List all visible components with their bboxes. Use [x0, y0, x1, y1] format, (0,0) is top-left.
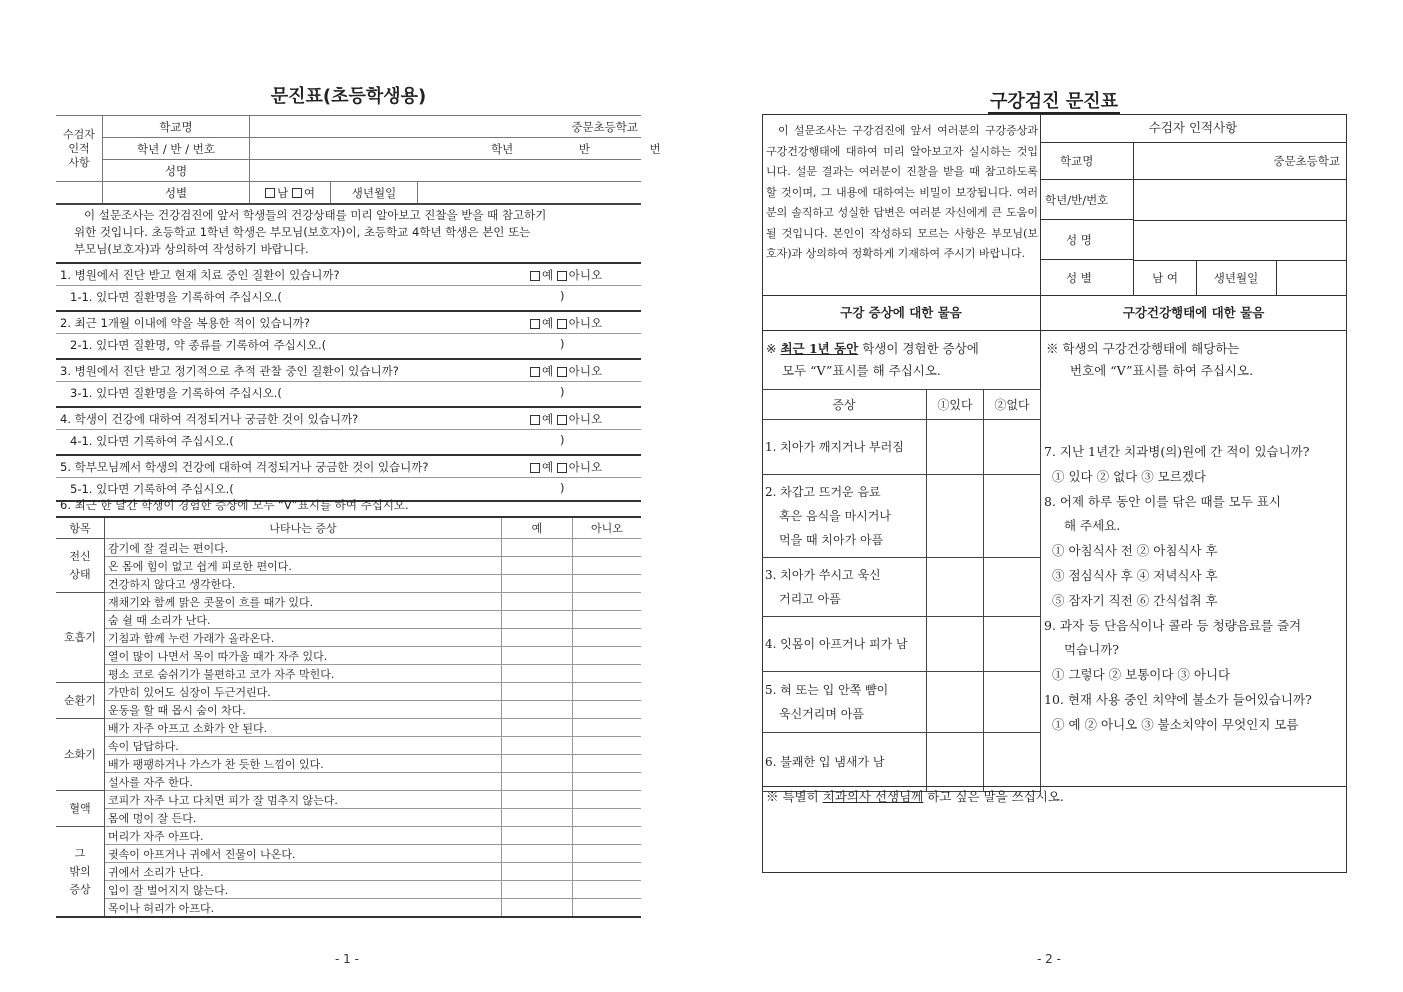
oral-symptom-row — [762, 475, 1041, 558]
name-field[interactable] — [1134, 220, 1346, 261]
info-group-label: 수검자 인적 사항 — [56, 116, 103, 182]
symptom-no-cell[interactable] — [573, 773, 642, 791]
behavior-options[interactable]: ① 예 ② 아니오 ③ 불소치약이 무엇인지 모름 — [1052, 716, 1299, 732]
symptom-no-cell[interactable] — [573, 863, 642, 881]
symptom-no-cell[interactable] — [573, 539, 642, 557]
gender-label: 성별 — [103, 182, 250, 205]
grade-label: 학년/반/번호 — [1040, 180, 1134, 220]
birth-label: 생년월일 — [1196, 260, 1277, 296]
checkbox-yes[interactable] — [530, 319, 540, 329]
oral-symptom-text — [762, 617, 927, 672]
symptom-row — [56, 575, 641, 593]
symptom-row — [56, 755, 641, 773]
symptom-yes-cell[interactable] — [502, 863, 573, 881]
symptom-row — [56, 683, 641, 701]
oral-symptom-text — [762, 475, 927, 558]
oral-symptom-row — [762, 733, 1041, 792]
behavior-question: 7. 지난 1년간 치과병(의)원에 간 적이 있습니까? — [1044, 444, 1310, 459]
symptom-yes-cell[interactable] — [502, 773, 573, 791]
symptom-no-cell[interactable] — [573, 845, 642, 863]
symptom-text: 건강하지 않다고 생각한다. — [105, 575, 502, 593]
symptom-no-cell[interactable] — [573, 557, 642, 575]
symptom-row — [56, 701, 641, 719]
yes-no-options[interactable]: 예 아니오 — [530, 363, 602, 379]
checkbox-no[interactable] — [557, 415, 567, 425]
symptom-text: 귓속이 아프거나 귀에서 진물이 나온다. — [105, 845, 502, 863]
oral-no-cell[interactable] — [984, 733, 1041, 792]
behavior-question: 10. 현재 사용 중인 치약에 불소가 들어있습니까? — [1044, 691, 1312, 707]
symptom-yes-cell[interactable] — [502, 557, 573, 575]
school-value: 중문초등학교 — [1134, 142, 1346, 180]
symptom-text: 열이 많이 나면서 목이 따가울 때가 자주 있다. — [105, 647, 502, 665]
grade-field[interactable] — [250, 138, 661, 160]
oral-no-cell[interactable] — [984, 617, 1041, 672]
sub-question-text[interactable]: 3-1. 있다면 질환명을 기록하여 주십시오.( — [70, 386, 282, 400]
oral-symptom-line: 5. 혀 또는 입 안쪽 뺨이 — [765, 683, 889, 697]
oral-symptom-row — [762, 672, 1041, 733]
oral-symptom-line: 1. 치아가 깨지거나 부러짐 — [765, 440, 904, 454]
symptom-no-cell[interactable] — [573, 737, 642, 755]
symptom-row — [56, 629, 641, 647]
symptom-text: 기침과 함께 누런 가래가 올라온다. — [105, 629, 502, 647]
symptom-text: 설사를 자주 한다. — [105, 773, 502, 791]
question-text: 3. 병원에서 진단 받고 정기적으로 추적 관찰 중인 질환이 있습니까? — [60, 364, 399, 378]
symptom-yes-cell[interactable] — [502, 809, 573, 827]
page2-intro: 이 설문조사는 구강검진에 앞서 여러분의 구강증상과 구강건강행태에 대하여 미리 알아보고자 실시하는 것입니다. 설문 결과는 여러분이 진찰을 받을 때 참고하도록 할 것이며, 그 내용에 대하여는 비밀이 보장됩니다. 여러분의 솔직하고 성실한 답변은 여러분 자신에게 큰 도움이 될 것입니다. 본인이 작성하되 모르는 사항은 부모님(보호자)과 상의하여 정확하게 기재하여 주시기 바랍니다. — [766, 124, 1038, 260]
sub-question-text[interactable]: 1-1. 있다면 질환명을 기록하여 주십시오.( — [70, 290, 282, 304]
symptom-table — [56, 516, 641, 918]
symptom-row — [56, 719, 641, 737]
oral-symptom-text — [762, 420, 927, 475]
symptom-row — [56, 539, 641, 557]
oral-symptom-line: 6. 불쾌한 입 냄새가 남 — [765, 755, 885, 769]
symptom-text: 감기에 잘 걸리는 편이다. — [105, 539, 502, 557]
class-unit: 반 — [578, 141, 590, 156]
symptom-text: 몸에 멍이 잘 든다. — [105, 809, 502, 827]
symptom-row — [56, 665, 641, 683]
oral-yes-cell[interactable] — [927, 617, 984, 672]
symptom-row — [56, 809, 641, 827]
oral-symptom-row — [762, 558, 1041, 617]
grade-unit: 학년 — [491, 141, 514, 156]
left-note-emphasis: 최근 1년 동안 — [780, 341, 859, 356]
page2-title-text: 구강검진 문진표 — [990, 91, 1118, 112]
symptom-yes-cell[interactable] — [502, 719, 573, 737]
symptom-row — [56, 593, 641, 611]
symptom-no-cell[interactable] — [573, 809, 642, 827]
checkbox-no[interactable] — [557, 463, 567, 473]
symptom-no-cell[interactable] — [573, 575, 642, 593]
symptom-row — [56, 737, 641, 755]
name-field[interactable] — [250, 160, 642, 182]
symptom-text: 머리가 자주 아프다. — [105, 827, 502, 845]
symptom-yes-cell[interactable] — [502, 845, 573, 863]
right-section-header: 구강건강행태에 대한 물음 — [1122, 305, 1265, 320]
symptom-yes-cell[interactable] — [502, 791, 573, 809]
yes-no-options[interactable]: 예 아니오 — [530, 411, 602, 427]
symptom-no-cell[interactable] — [573, 665, 642, 683]
checkbox-female[interactable] — [292, 188, 302, 198]
question-block: 4. 학생이 건강에 대하여 걱정되거나 궁금한 것이 있습니까? 예 아니오 4-1. 있다면 기록하여 주십시오.( ) — [56, 406, 641, 454]
female-label: 여 — [303, 185, 315, 200]
page1-questions — [56, 262, 641, 502]
oral-yes-cell[interactable] — [927, 475, 984, 558]
yes-no-options[interactable]: 예 아니오 — [530, 459, 602, 475]
behavior-options[interactable]: ⑤ 잠자기 직전 ⑥ 간식섭취 후 — [1052, 592, 1218, 608]
oral-symptom-text — [762, 672, 927, 733]
behavior-options[interactable]: ③ 점심식사 후 ④ 저녁식사 후 — [1052, 567, 1218, 583]
info-header: 수검자 인적사항 — [1040, 114, 1346, 143]
symptom-text: 평소 코로 숨쉬기가 불편하고 코가 자주 막힌다. — [105, 665, 502, 683]
question-block: 2. 최근 1개월 이내에 약을 복용한 적이 있습니까? 예 아니오 2-1. 있다면 질환명, 약 종류를 기록하여 주십시오.( ) — [56, 310, 641, 358]
header-no: 아니오 — [573, 517, 642, 539]
question-text: 2. 최근 1개월 이내에 약을 복용한 적이 있습니까? — [60, 316, 310, 330]
gender-label: 성 별 — [1040, 260, 1134, 296]
question-block: 1. 병원에서 진단 받고 현재 치료 중인 질환이 있습니까? 예 아니오 1-1. 있다면 질환명을 기록하여 주십시오.( ) — [56, 262, 641, 310]
symptom-text: 귀에서 소리가 난다. — [105, 863, 502, 881]
question-text: 4. 학생이 건강에 대하여 걱정되거나 궁금한 것이 있습니까? — [60, 412, 359, 426]
checkbox-no[interactable] — [557, 319, 567, 329]
oral-symptom-line: 혹은 음식을 마시거나 — [779, 509, 891, 523]
right-note: ※ 학생의 구강건강행태에 해당하는 번호에 “V”표시를 하여 주십시오. — [1046, 341, 1254, 378]
checkbox-yes[interactable] — [530, 463, 540, 473]
symptom-row — [56, 557, 641, 575]
oral-symptom-line: 4. 잇몸이 아프거나 피가 남 — [765, 637, 908, 651]
symptom-text: 입이 잘 벌어지지 않는다. — [105, 881, 502, 899]
category-label: 혈액 — [56, 791, 105, 827]
footer-comment-area[interactable] — [766, 806, 1342, 866]
symptom-yes-cell[interactable] — [502, 575, 573, 593]
behavior-questions — [1044, 440, 1344, 738]
symptom-yes-cell[interactable] — [502, 683, 573, 701]
number-unit: 번 — [649, 141, 661, 156]
symptom-yes-cell[interactable] — [502, 647, 573, 665]
symptom-row — [56, 647, 641, 665]
header-symptom: 나타나는 증상 — [105, 517, 502, 539]
left-section-header: 구강 증상에 대한 물음 — [840, 305, 962, 320]
oral-symptom-table — [762, 389, 1041, 792]
birth-label: 생년월일 — [331, 182, 418, 205]
symptom-text: 숨 쉴 때 소리가 난다. — [105, 611, 502, 629]
oral-symptom-line: 욱신거리며 아픔 — [779, 707, 864, 721]
oral-yes-cell[interactable] — [927, 733, 984, 792]
question-text: 5. 학부모님께서 학생의 건강에 대하여 걱정되거나 궁금한 것이 있습니까? — [60, 460, 429, 474]
checkbox-no[interactable] — [557, 367, 567, 377]
symptom-text: 가만히 있어도 심장이 두근거린다. — [105, 683, 502, 701]
footer-emphasis: 치과의사 선생님께 — [822, 789, 924, 804]
oral-header-yes: ①있다 — [927, 390, 984, 420]
oral-symptom-text — [762, 558, 927, 617]
sub-question-text[interactable]: 4-1. 있다면 기록하여 주십시오.( — [70, 434, 234, 448]
oral-symptom-line: 3. 치아가 쑤시고 욱신 — [765, 568, 881, 582]
symptom-row — [56, 773, 641, 791]
birth-field[interactable] — [418, 182, 642, 205]
checkbox-yes[interactable] — [530, 415, 540, 425]
behavior-options[interactable]: ① 아침식사 전 ② 아침식사 후 — [1052, 543, 1218, 559]
oral-yes-cell[interactable] — [927, 558, 984, 617]
oral-yes-cell[interactable] — [927, 672, 984, 733]
symptom-row — [56, 863, 641, 881]
sub-question-text[interactable]: 2-1. 있다면 질환명, 약 종류를 기록하여 주십시오.( — [70, 338, 327, 352]
behavior-question: 8. 어제 하루 동안 이를 닦은 때를 모두 표시 — [1044, 493, 1281, 509]
behavior-options[interactable]: 해 주세요. — [1064, 518, 1121, 534]
symptom-no-cell[interactable] — [573, 827, 642, 845]
symptom-row — [56, 791, 641, 809]
symptom-yes-cell[interactable] — [502, 881, 573, 899]
category-label: 그 밖의 증상 — [56, 827, 105, 918]
oral-symptom-text — [762, 733, 927, 792]
oral-symptom-row — [762, 420, 1041, 475]
symptom-no-cell[interactable] — [573, 683, 642, 701]
symptom-text: 코피가 자주 나고 다치면 피가 잘 멈추지 않는다. — [105, 791, 502, 809]
symptom-text: 속이 답답하다. — [105, 737, 502, 755]
grade-label: 학년 / 반 / 번호 — [103, 138, 250, 160]
page1-info-table — [56, 115, 661, 205]
symptom-no-cell[interactable] — [573, 881, 642, 899]
symptom-no-cell[interactable] — [573, 899, 642, 918]
page2-number: - 2 - — [1037, 952, 1061, 966]
symptom-row — [56, 827, 641, 845]
oral-symptom-row — [762, 617, 1041, 672]
oral-symptom-line: 2. 차갑고 뜨거운 음료 — [765, 485, 881, 499]
question-6: 6. 최근 한 달간 학생이 경험한 증상에 모두 “V”표시를 하여 주십시오. — [60, 498, 409, 512]
behavior-options[interactable]: ① 그렇다 ② 보통이다 ③ 아니다 — [1052, 667, 1231, 683]
symptom-no-cell[interactable] — [573, 629, 642, 647]
intro-line: 위한 것입니다. 초등학교 1학년 학생은 부모님(보호자)이, 초등학교 4학년 학생은 본인 또는 — [74, 225, 531, 239]
header-yes: 예 — [502, 517, 573, 539]
name-label: 성명 — [103, 160, 250, 182]
symptom-yes-cell[interactable] — [502, 827, 573, 845]
symptom-no-cell[interactable] — [573, 647, 642, 665]
behavior-question: 9. 과자 등 단음식이나 콜라 등 청량음료를 즐겨 — [1044, 617, 1302, 633]
page1-title: 문진표(초등학생용) — [270, 86, 427, 107]
symptom-no-cell[interactable] — [573, 701, 642, 719]
yes-no-options[interactable]: 예 아니오 — [530, 315, 602, 331]
symptom-yes-cell[interactable] — [502, 665, 573, 683]
sub-question-text[interactable]: 5-1. 있다면 기록하여 주십시오.( — [70, 482, 234, 496]
symptom-text: 온 몸에 힘이 없고 쉽게 피로한 편이다. — [105, 557, 502, 575]
symptom-text: 운동을 할 때 몹시 숨이 차다. — [105, 701, 502, 719]
symptom-yes-cell[interactable] — [502, 701, 573, 719]
symptom-text: 배가 팽팽하거나 가스가 찬 듯한 느낌이 있다. — [105, 755, 502, 773]
left-note: ※ 최근 1년 동안 학생이 경험한 증상에 모두 “V”표시를 해 주십시오. — [766, 341, 979, 378]
question-text: 1. 병원에서 진단 받고 현재 치료 중인 질환이 있습니까? — [60, 268, 340, 282]
question-block: 5. 학부모님께서 학생의 건강에 대하여 걱정되거나 궁금한 것이 있습니까? 예 아니오 5-1. 있다면 기록하여 주십시오.( ) — [56, 454, 641, 502]
grade-field[interactable] — [1134, 180, 1346, 221]
oral-no-cell[interactable] — [984, 558, 1041, 617]
footer-note: ※ 특별히 치과의사 선생님께 하고 싶은 말을 쓰십시오. — [766, 789, 1064, 804]
symptom-yes-cell[interactable] — [502, 593, 573, 611]
category-label: 순환기 — [56, 683, 105, 719]
page1-intro — [56, 207, 641, 258]
header-category: 항목 — [56, 517, 105, 539]
symptom-row — [56, 845, 641, 863]
oral-symptom-line: 먹을 때 치아가 아픔 — [779, 533, 884, 547]
symptom-text: 재채기와 함께 맑은 콧물이 흐를 때가 있다. — [105, 593, 502, 611]
oral-no-cell[interactable] — [984, 672, 1041, 733]
symptom-yes-cell[interactable] — [502, 629, 573, 647]
intro-line: 부모님(보호자)과 상의하여 작성하기 바랍니다. — [74, 242, 309, 256]
yes-no-options[interactable]: 예 아니오 — [530, 267, 602, 283]
oral-yes-cell[interactable] — [927, 420, 984, 475]
symptom-yes-cell[interactable] — [502, 737, 573, 755]
symptom-no-cell[interactable] — [573, 755, 642, 773]
checkbox-yes[interactable] — [530, 271, 540, 281]
page1-number: - 1 - — [335, 952, 359, 966]
symptom-no-cell[interactable] — [573, 791, 642, 809]
checkbox-yes[interactable] — [530, 367, 540, 377]
symptom-text: 목이나 허리가 아프다. — [105, 899, 502, 918]
behavior-options[interactable]: 먹습니까? — [1064, 642, 1120, 658]
name-label: 성 명 — [1040, 220, 1134, 260]
symptom-row — [56, 881, 641, 899]
symptom-yes-cell[interactable] — [502, 899, 573, 918]
gender-value[interactable]: 남 여 — [1134, 260, 1197, 296]
checkbox-no[interactable] — [557, 271, 567, 281]
symptom-text: 배가 자주 아프고 소화가 안 된다. — [105, 719, 502, 737]
category-label: 호흡기 — [56, 593, 105, 683]
question-block: 3. 병원에서 진단 받고 정기적으로 추적 관찰 중인 질환이 있습니까? 예 아니오 3-1. 있다면 질환명을 기록하여 주십시오.( ) — [56, 358, 641, 406]
intro-line: 이 설문조사는 건강검진에 앞서 학생들의 건강상태를 미리 알아보고 진찰을 받을 때 참고하기 — [84, 208, 547, 222]
oral-symptom-line: 거리고 아픔 — [779, 592, 841, 606]
symptom-yes-cell[interactable] — [502, 539, 573, 557]
symptom-no-cell[interactable] — [573, 593, 642, 611]
oral-no-cell[interactable] — [984, 420, 1041, 475]
birth-field[interactable] — [1276, 260, 1346, 296]
symptom-no-cell[interactable] — [573, 611, 642, 629]
behavior-options[interactable]: ① 있다 ② 없다 ③ 모르겠다 — [1052, 468, 1206, 484]
category-label: 전신 상태 — [56, 539, 105, 593]
school-value: 중문초등학교 — [250, 116, 642, 138]
gender-options[interactable] — [250, 182, 331, 205]
oral-no-cell[interactable] — [984, 475, 1041, 558]
symptom-no-cell[interactable] — [573, 719, 642, 737]
school-label: 학교명 — [103, 116, 250, 138]
page2-info — [1040, 114, 1346, 296]
oral-header-symptom: 증상 — [762, 390, 927, 420]
page2-title — [762, 87, 1346, 113]
male-label: 남 — [277, 185, 289, 200]
checkbox-male[interactable] — [265, 188, 275, 198]
school-label: 학교명 — [1040, 142, 1134, 180]
symptom-row — [56, 611, 641, 629]
category-label: 소화기 — [56, 719, 105, 791]
symptom-row — [56, 899, 641, 918]
oral-header-no: ②없다 — [984, 390, 1041, 420]
symptom-yes-cell[interactable] — [502, 611, 573, 629]
symptom-yes-cell[interactable] — [502, 755, 573, 773]
